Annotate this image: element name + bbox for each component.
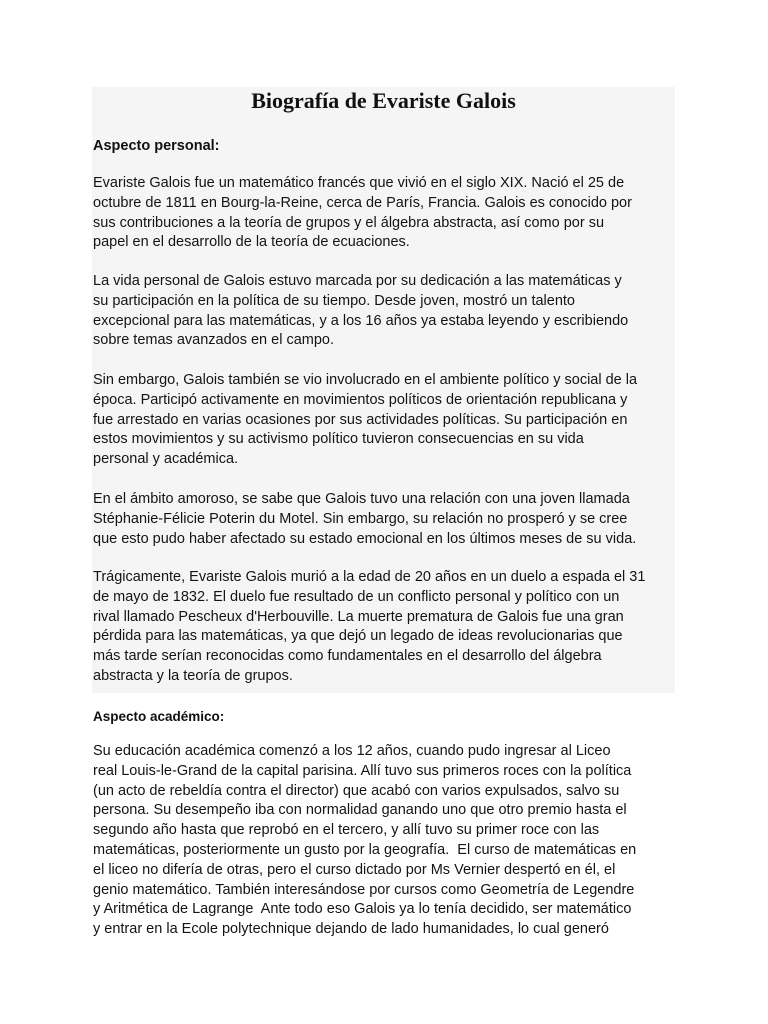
text-line: Sin embargo, Galois también se vio involucrado en el ambiente político y social de la [93,372,638,388]
text-line: su participación en la política de su tiempo. Desde joven, mostró un talento [93,292,575,309]
text-line: La vida personal de Galois estuvo marcada por su dedicación a las matemáticas y [93,273,622,289]
text-line: más tarde serían reconocidas como fundamentales en el desarrollo del álgebra [93,648,602,665]
text-line: y Aritmética de Lagrange Ante todo eso Galois ya lo tenía decidido, ser matemático [93,901,632,918]
text-line: En el ámbito amoroso, se sabe que Galois tuvo una relación con una joven llamada [93,491,630,507]
text-line: estos movimientos y su activismo político tuvieron consecuencias en su vida [93,431,584,448]
text-line: fue arrestado en varias ocasiones por sus actividades políticas. Su participación en [93,411,628,428]
text-line: Trágicamente, Evariste Galois murió a la edad de 20 años en un duelo a espada el 31 [93,569,646,585]
text-line: de mayo de 1832. El duelo fue resultado de un conflicto personal y político con un [93,588,620,605]
text-line: matemáticas, posteriormente un gusto por la geografía. El curso de matemáticas en [93,841,637,858]
text-line: excepcional para las matemáticas, y a los 16 años ya estaba leyendo y escribiendo [93,312,629,329]
text-line: rival llamado Pescheux d'Herbouville. La muerte prematura de Galois fue una gran [93,608,624,625]
document-title: Biografía de Evariste Galois [251,88,516,113]
text-line: real Louis-le-Grand de la capital parisina. Allí tuvo sus primeros roces con la política [93,762,632,779]
text-line: segundo año hasta que reprobó en el tercero, y allí tuvo su primer roce con las [93,822,600,839]
text-line: época. Participó activamente en movimientos políticos de orientación republicana y [93,391,628,408]
paragraph-personal-4 [93,490,683,549]
text-line: personal y académica. [93,451,239,468]
text-line: sus contribuciones a la teoría de grupos y el álgebra abstracta, así como por su [93,214,605,231]
section-heading-academic: Aspecto académico: [93,709,225,724]
paragraph-personal-5 [93,568,683,687]
text-line: Su educación académica comenzó a los 12 años, cuando pudo ingresar al Liceo [93,743,611,759]
text-line: sobre temas avanzados en el campo. [93,332,334,349]
section-heading-personal: Aspecto personal: [93,138,220,154]
text-line: que esto pudo haber afectado su estado emocional en los últimos meses de su vida. [93,530,637,547]
paragraph-personal-2 [93,272,683,351]
paragraph-personal-3 [93,371,683,470]
text-line: Stéphanie-Félicie Poterin du Motel. Sin embargo, su relación no prosperó y se cree [93,510,628,527]
text-line: pérdida para las matemáticas, ya que dejó un legado de ideas revolucionarias que [93,628,623,645]
text-line: papel en el desarrollo de la teoría de ecuaciones. [93,234,410,251]
text-line: el liceo no difería de otras, pero el curso dictado por Ms Vernier despertó en él, el [93,861,616,878]
text-line: y entrar en la Ecole polytechnique dejando de lado humanidades, lo cual generó [93,921,609,938]
text-line: abstracta y la teoría de grupos. [93,667,293,684]
text-line: (un acto de rebeldía contra el director) que acabó con varios expulsados, salvo su [93,782,620,799]
text-line: octubre de 1811 en Bourg-la-Reine, cerca de París, Francia. Galois es conocido por [93,194,632,211]
text-line: persona. Su desempeño iba con normalidad ganando uno que otro premio hasta el [93,802,627,819]
text-line: Evariste Galois fue un matemático francés que vivió en el siglo XIX. Nació el 25 de [93,175,625,191]
paragraph-personal-1 [93,174,683,253]
paragraph-academic-1 [93,742,683,940]
text-line: genio matemático. También interesándose por cursos como Geometría de Legendre [93,881,635,898]
